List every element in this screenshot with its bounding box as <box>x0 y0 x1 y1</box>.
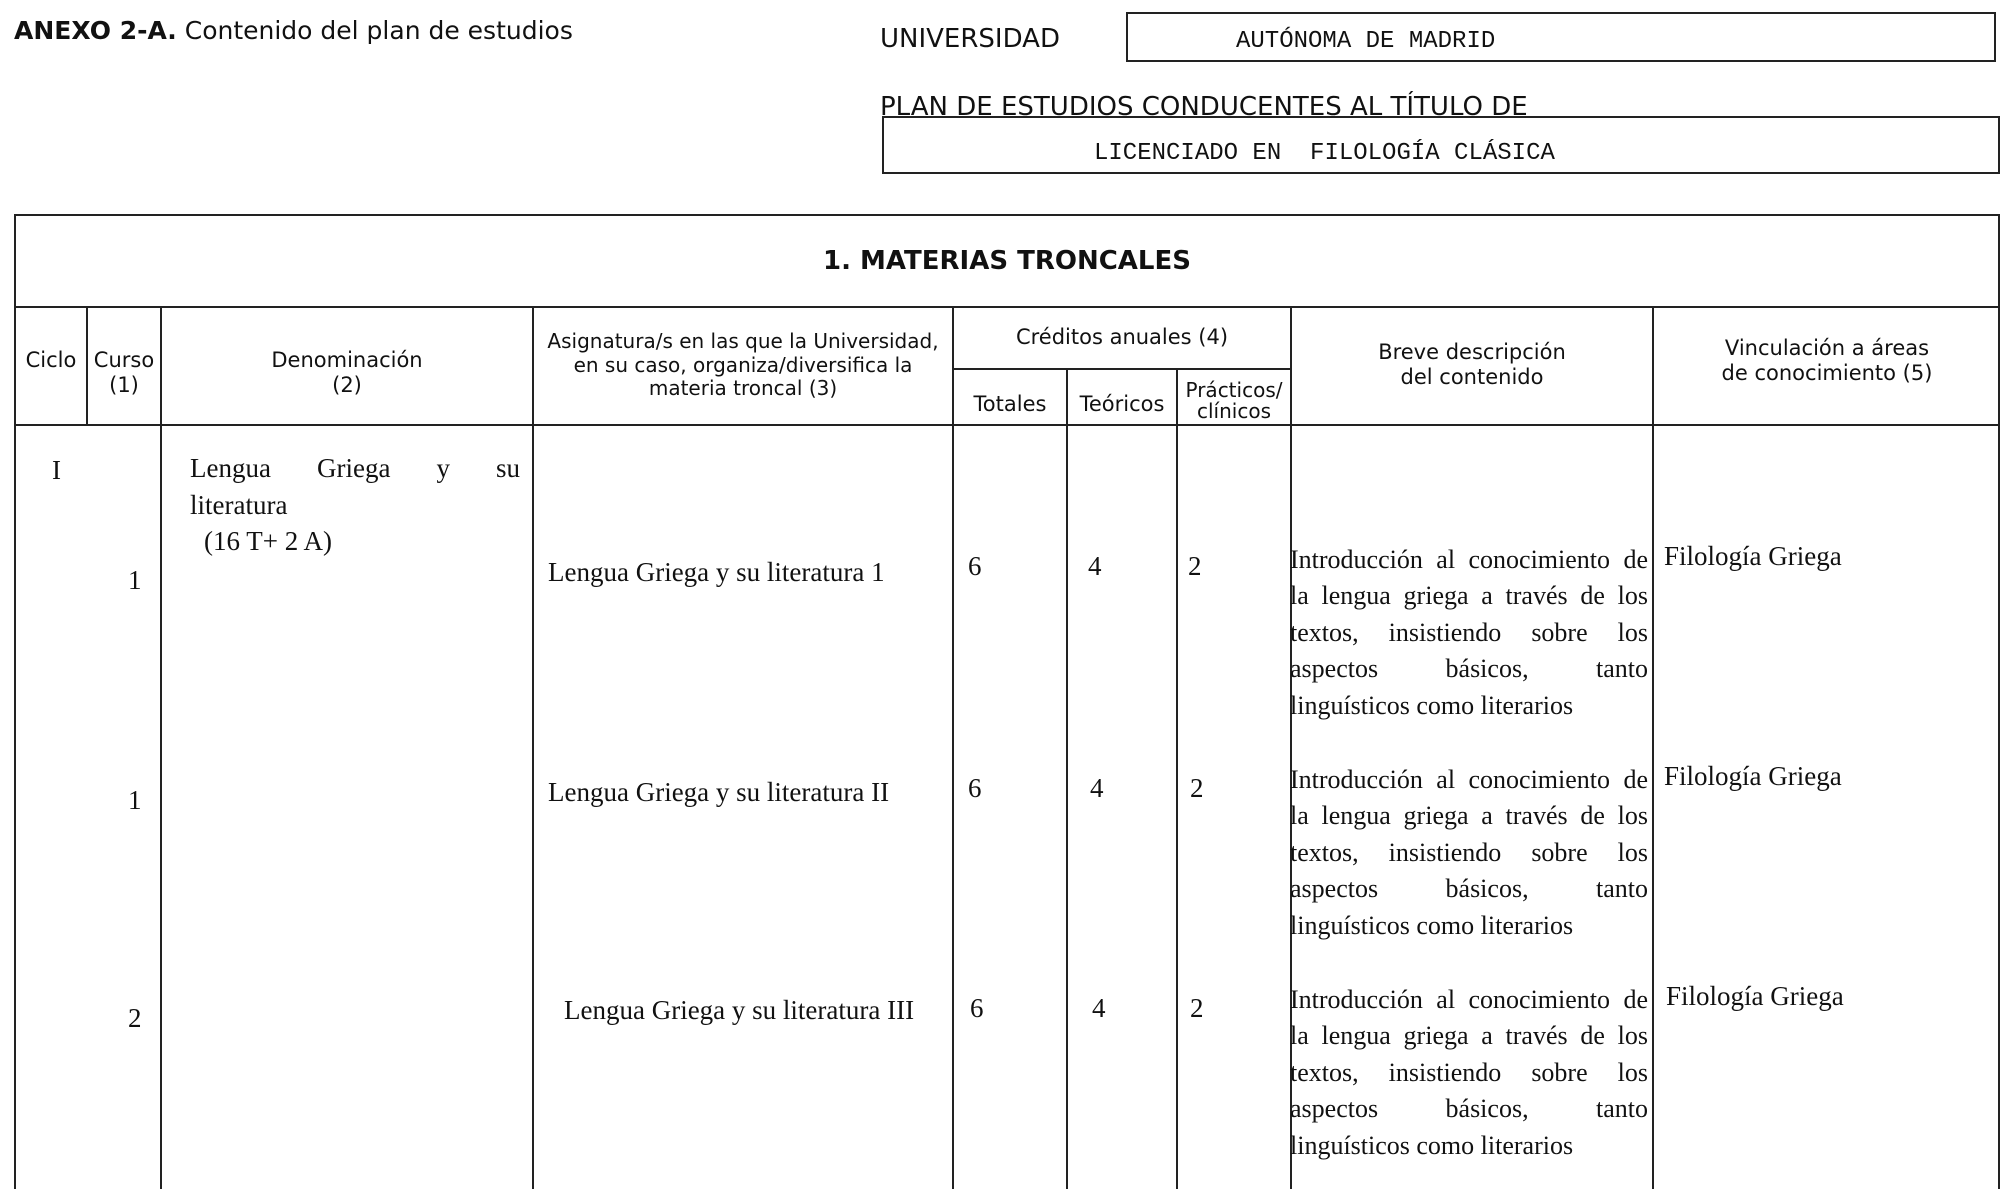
header-asignaturas-line2: en su caso, organiza/diversifica la <box>573 352 913 377</box>
row2-asignatura: Lengua Griega y su literatura II <box>548 777 890 807</box>
row3-practicos: 2 <box>1190 993 1204 1023</box>
denominacion-credits: (16 T+ 2 A) <box>204 526 332 557</box>
header-curso-line2: (1) <box>109 372 139 397</box>
row1-vinculacion: Filología Griega <box>1664 541 1842 571</box>
header-descripcion-line2: del contenido <box>1400 364 1544 389</box>
header-descripcion <box>1292 340 1652 390</box>
row3-asignatura: Lengua Griega y su literatura III <box>564 995 915 1025</box>
annex-caption: Contenido del plan de estudios <box>184 16 573 45</box>
degree-label: PLAN DE ESTUDIOS CONDUCENTES AL TÍTULO DE <box>880 92 1528 122</box>
row3-descripcion: Introducción al conocimiento de la lengua griega a través de los textos, insistiendo sobre los aspectos básicos, tanto linguísticos como literarios <box>1290 985 1648 1160</box>
denominacion-word-lengua: Lengua <box>190 453 271 483</box>
row3-curso: 2 <box>128 1003 142 1033</box>
credits-subheader-divider <box>952 368 1292 370</box>
header-vinculacion-line1: Vinculación a áreas <box>1724 336 1930 360</box>
row2-vinculacion: Filología Griega <box>1664 761 1842 791</box>
col-divider-denominacion <box>532 306 534 1189</box>
row2-descripcion: Introducción al conocimiento de la lengua griega a través de los textos, insistiendo sobre los aspectos básicos, tanto linguísticos como literarios <box>1290 765 1648 940</box>
header-vinculacion <box>1654 336 2000 386</box>
col-divider-totales <box>1066 368 1068 1189</box>
header-asignaturas-line3: materia troncal (3) <box>648 376 838 401</box>
col-divider-curso <box>160 306 162 1189</box>
header-practicos <box>1178 380 1290 422</box>
header-denominacion-line2: (2) <box>332 372 362 397</box>
header-practicos-line2: clínicos <box>1197 399 1271 423</box>
header-denominacion <box>162 348 532 398</box>
denominacion-line1 <box>190 450 520 487</box>
university-label: UNIVERSIDAD <box>880 24 1060 54</box>
denominacion-word-su: su <box>495 453 520 483</box>
col-divider-asignatura <box>952 306 954 1189</box>
row3-vinculacion: Filología Griega <box>1666 981 1844 1011</box>
header-divider <box>14 424 2000 426</box>
header-vinculacion-line2: de conocimiento (5) <box>1721 360 1933 385</box>
annex-number: ANEXO 2-A. <box>14 16 177 45</box>
row3-teoricos: 4 <box>1092 993 1106 1023</box>
header-totales: Totales <box>973 392 1047 416</box>
header-ciclo: Ciclo <box>25 348 77 372</box>
row1-totales: 6 <box>968 551 982 581</box>
denominacion-word-griega: Griega <box>316 453 391 483</box>
header-descripcion-line1: Breve descripción <box>1378 340 1566 364</box>
denominacion-word-y: y <box>436 453 450 483</box>
row1-asignatura: Lengua Griega y su literatura 1 <box>548 557 885 587</box>
row1-descripcion: Introducción al conocimiento de la lengua griega a través de los textos, insistiendo sobre los aspectos básicos, tanto linguísticos como literarios <box>1290 545 1648 720</box>
row3-totales: 6 <box>970 993 984 1023</box>
header-asignaturas-line1: Asignatura/s en las que la Universidad, <box>547 329 939 353</box>
denominacion-line2: literatura <box>190 489 288 520</box>
header-curso <box>88 348 160 398</box>
header-denominacion-line1: Denominación <box>271 348 423 372</box>
ciclo-value: I <box>52 455 61 485</box>
title-divider <box>14 306 2000 308</box>
row2-practicos: 2 <box>1190 773 1204 803</box>
header-practicos-line1: Prácticos/ <box>1185 378 1283 402</box>
table-title: 1. MATERIAS TRONCALES <box>823 246 1191 276</box>
col-divider-teoricos <box>1176 368 1178 1189</box>
header-curso-line1: Curso <box>93 348 155 372</box>
row1-curso: 1 <box>128 565 142 595</box>
annex-title <box>14 16 573 45</box>
row2-teoricos: 4 <box>1090 773 1104 803</box>
header-teoricos: Teóricos <box>1079 392 1165 416</box>
row1-practicos: 2 <box>1188 551 1202 581</box>
header-creditos: Créditos anuales (4) <box>1015 325 1229 349</box>
row1-teoricos: 4 <box>1088 551 1102 581</box>
header-asignaturas <box>534 330 952 401</box>
col-divider-descripcion <box>1652 306 1654 1189</box>
degree-value: LICENCIADO EN FILOLOGÍA CLÁSICA <box>1094 140 1555 167</box>
row2-curso: 1 <box>128 785 142 815</box>
university-value: AUTÓNOMA DE MADRID <box>1236 28 1496 55</box>
row2-totales: 6 <box>968 773 982 803</box>
denominacion-cell <box>190 450 520 560</box>
